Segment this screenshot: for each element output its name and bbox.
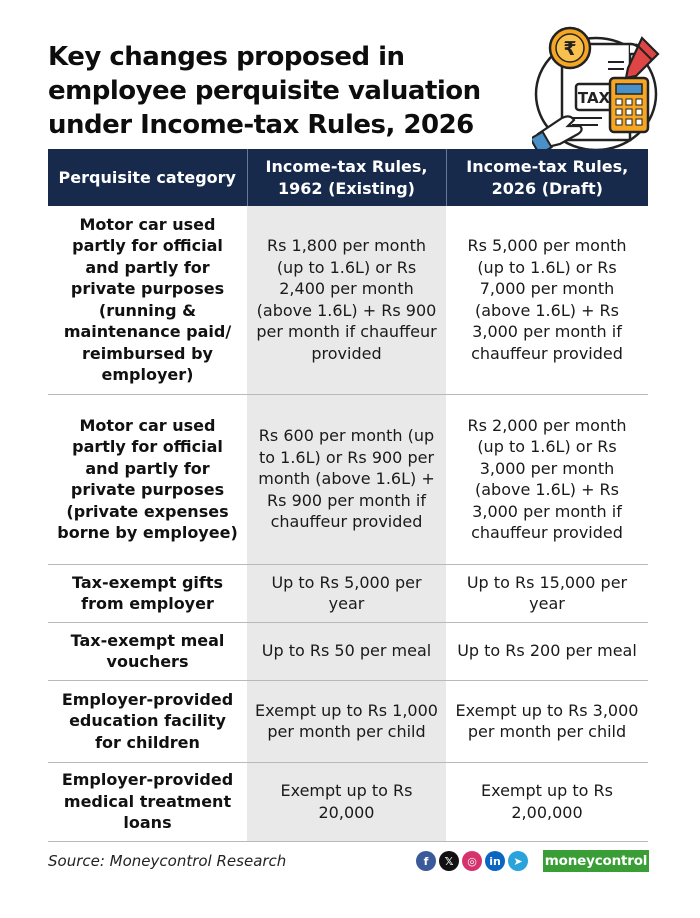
- row-existing-value: Up to Rs 5,000 per year: [247, 564, 446, 622]
- row-category: Tax-exempt meal vouchers: [48, 622, 247, 680]
- row-category: Motor car used partly for official and partly for private purposes (private expenses borne by employee): [48, 394, 247, 564]
- table-row: [48, 622, 648, 680]
- calculator-icon: [610, 78, 648, 132]
- row-draft-value: Exempt up to Rs 2,00,000: [446, 762, 648, 841]
- row-draft-value: Rs 5,000 per month (up to 1.6L) or Rs 7,000 per month (above 1.6L) + Rs 3,000 per month if chauffeur provided: [446, 206, 648, 394]
- row-draft-value: Exempt up to Rs 3,000 per month per child: [446, 680, 648, 762]
- table-header-row: [48, 149, 648, 206]
- rupee-symbol: ₹: [563, 38, 577, 60]
- title-line-1: Key changes proposed in: [48, 42, 405, 72]
- facebook-icon[interactable]: f: [416, 851, 436, 871]
- row-draft-value: Up to Rs 200 per meal: [446, 622, 648, 680]
- row-category: Employer-provided medical treatment loans: [48, 762, 247, 841]
- row-existing-value: Rs 1,800 per month (up to 1.6L) or Rs 2,400 per month (above 1.6L) + Rs 900 per month if chauffeur provided: [247, 206, 446, 394]
- tax-illustration: [532, 22, 662, 162]
- title-line-3: under Income-tax Rules, 2026: [48, 110, 474, 140]
- table-row: [48, 206, 648, 394]
- row-category: Tax-exempt gifts from employer: [48, 564, 247, 622]
- tax-label: TAX: [577, 89, 611, 107]
- rupee-coin-icon: [550, 28, 590, 68]
- page-title: [48, 40, 548, 142]
- table-row: [48, 394, 648, 564]
- header-category: Perquisite category: [48, 149, 247, 206]
- linkedin-icon[interactable]: in: [485, 851, 505, 871]
- table-row: [48, 762, 648, 841]
- header-existing: Income-tax Rules, 1962 (Existing): [247, 149, 446, 206]
- row-existing-value: Exempt up to Rs 20,000: [247, 762, 446, 841]
- x-icon[interactable]: 𝕏: [439, 851, 459, 871]
- row-existing-value: Rs 600 per month (up to 1.6L) or Rs 900 per month (above 1.6L) + Rs 900 per month if chauffeur provided: [247, 394, 446, 564]
- moneycontrol-logo[interactable]: moneycontrol: [543, 850, 649, 872]
- row-category: Motor car used partly for official and partly for private purposes (running & maintenance paid/ reimbursed by employer): [48, 206, 247, 394]
- row-existing-value: Exempt up to Rs 1,000 per month per child: [247, 680, 446, 762]
- row-draft-value: Rs 2,000 per month (up to 1.6L) or Rs 3,000 per month (above 1.6L) + Rs 3,000 per month if chauffeur provided: [446, 394, 648, 564]
- header-draft: Income-tax Rules, 2026 (Draft): [446, 149, 648, 206]
- instagram-icon[interactable]: ◎: [462, 851, 482, 871]
- row-draft-value: Up to Rs 15,000 per year: [446, 564, 648, 622]
- table-row: [48, 564, 648, 622]
- telegram-icon[interactable]: ➤: [508, 851, 528, 871]
- title-line-2: employee perquisite valuation: [48, 76, 481, 106]
- perquisite-comparison-table: [48, 149, 648, 842]
- source-note: Source: Moneycontrol Research: [48, 852, 287, 870]
- row-existing-value: Up to Rs 50 per meal: [247, 622, 446, 680]
- row-category: Employer-provided education facility for children: [48, 680, 247, 762]
- social-icons: [416, 850, 528, 872]
- table-row: [48, 680, 648, 762]
